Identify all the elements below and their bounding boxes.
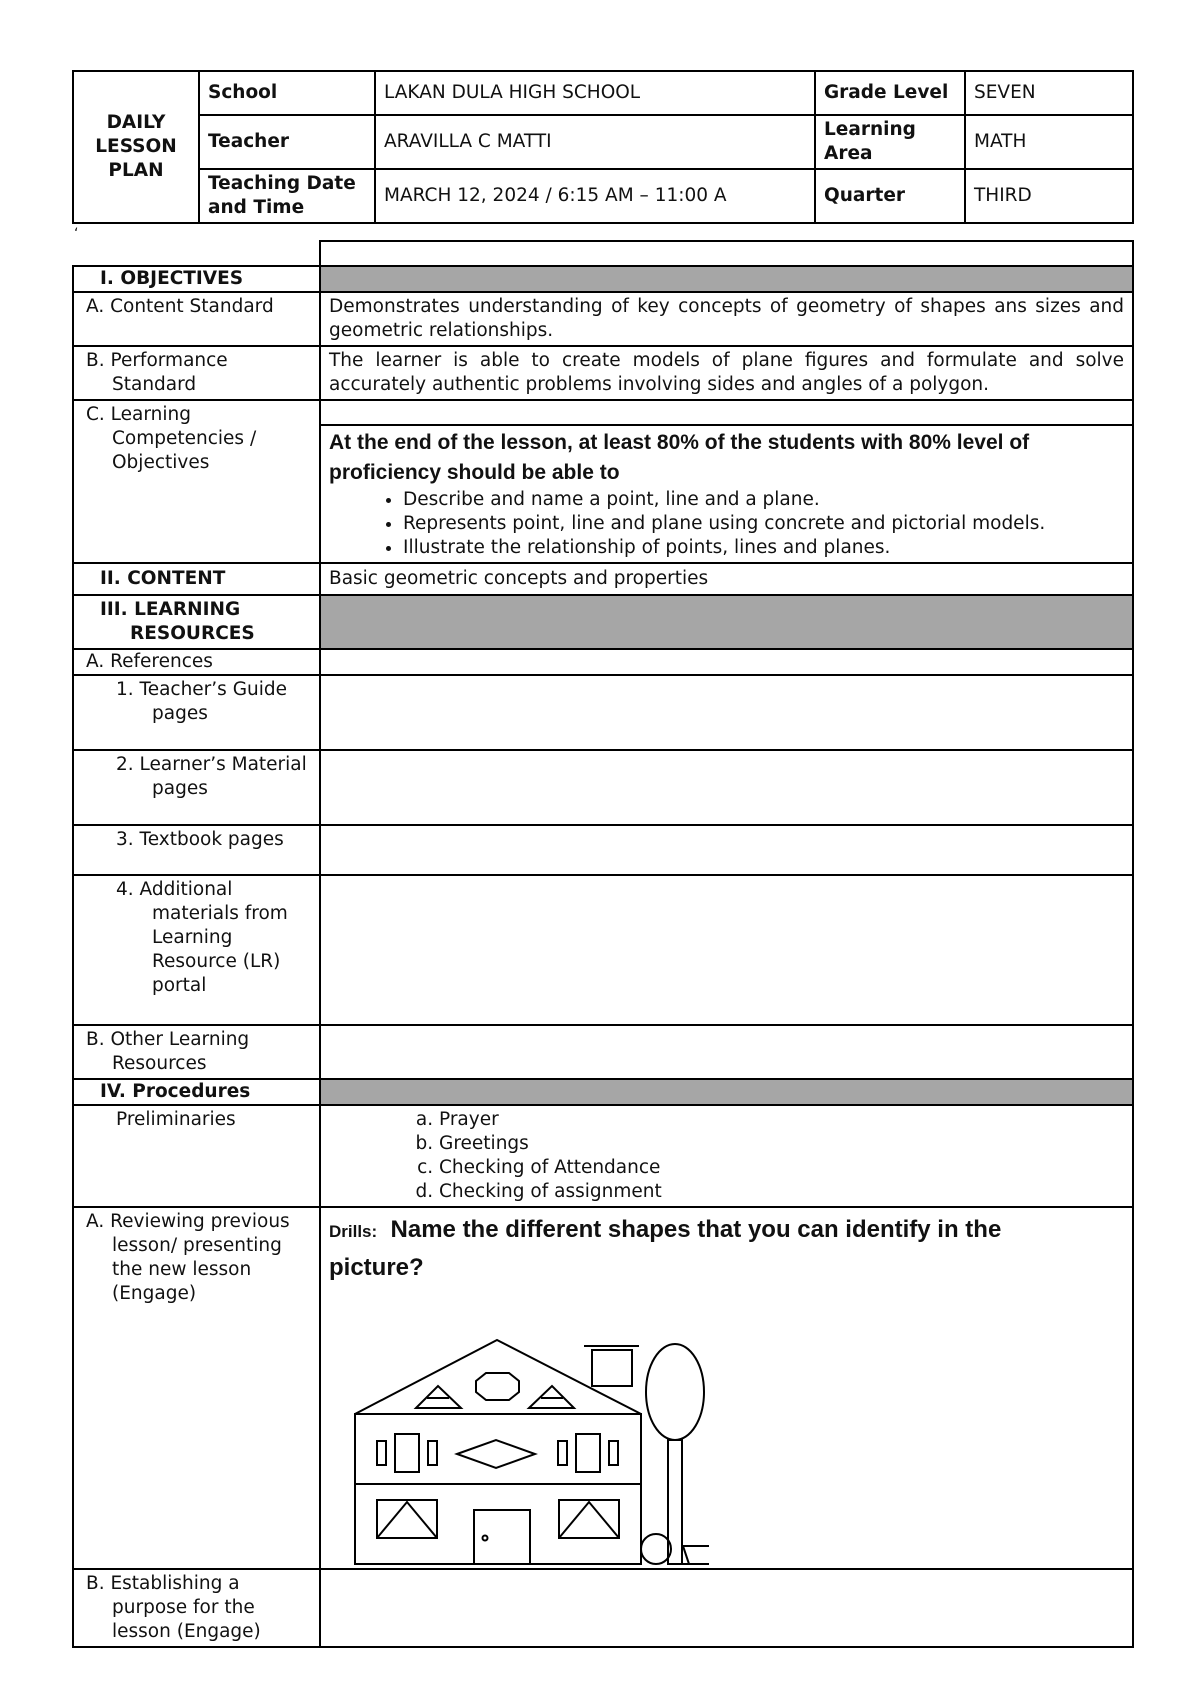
preliminary-item: a. Prayer [439, 1108, 1124, 1132]
area-value: MATH [965, 115, 1133, 169]
date-value: MARCH 12, 2024 / 6:15 AM – 11:00 A [375, 169, 815, 223]
preliminary-item: d. Checking of assignment [439, 1180, 1124, 1204]
header-table [72, 70, 1134, 224]
references-label: A. References [73, 649, 320, 675]
reference-item: 3. Textbook pages [73, 825, 320, 875]
performance-standard-label: B. Performance Standard [73, 346, 320, 400]
drills-label: Drills: [329, 1222, 378, 1241]
content-standard-text: Demonstrates understanding of key concepts of geometry of shapes ans sizes and geometric relationships. [320, 292, 1133, 346]
diamond-window [457, 1440, 535, 1468]
establishing-value [320, 1569, 1133, 1647]
chimney [592, 1350, 632, 1386]
competencies-list [329, 488, 1124, 560]
other-resources-label: B. Other Learning Resources [73, 1025, 320, 1079]
performance-standard-text: The learner is able to create models of plane figures and formulate and solve accurately authentic problems involving sides and angles of a polygon. [320, 346, 1133, 400]
grade-label: Grade Level [815, 71, 965, 115]
preliminary-item: b. Greetings [439, 1132, 1124, 1156]
establishing-label: B. Establishing a purpose for the lesson (Engage) [73, 1569, 320, 1647]
area-label: Learning Area [815, 115, 965, 169]
other-resources-value [320, 1025, 1133, 1079]
content-heading: II. CONTENT [73, 563, 320, 595]
grade-value: SEVEN [965, 71, 1133, 115]
blank-row [73, 241, 1133, 266]
objectives-gray-cell [320, 266, 1133, 292]
content-standard-label: A. Content Standard [73, 292, 320, 346]
objectives-heading: I. OBJECTIVES [73, 266, 320, 292]
reference-value [320, 875, 1133, 1025]
resources-gray-cell [320, 595, 1133, 649]
quarter-label: Quarter [815, 169, 965, 223]
date-label: Teaching Date and Time [199, 169, 375, 223]
reference-item: 4. Additional materials from Learning Resource (LR) portal [73, 875, 320, 1025]
school-label: School [199, 71, 375, 115]
competency-item: • Represents point, line and plane using concrete and pictorial models. [403, 512, 1124, 536]
house-picture [349, 1316, 749, 1566]
tree-top [646, 1344, 704, 1440]
competencies-intro: At the end of the lesson, at least 80% of the students with 80% level of proficiency should be able to [329, 431, 1030, 484]
teacher-label: Teacher [199, 115, 375, 169]
reference-item: 2. Learner’s Material pages [73, 750, 320, 825]
school-value: LAKAN DULA HIGH SCHOOL [375, 71, 815, 115]
reference-value [320, 675, 1133, 750]
octagon-window [476, 1373, 519, 1400]
drills-cell [320, 1207, 1133, 1569]
stray-mark: ‘ [74, 226, 79, 242]
preliminaries-label: Preliminaries [73, 1105, 320, 1207]
drills-question: Name the different shapes that you can identify in the picture? [329, 1216, 1002, 1281]
procedures-gray-cell [320, 1079, 1133, 1105]
teacher-value: ARAVILLA C MATTI [375, 115, 815, 169]
ball [641, 1534, 671, 1564]
house-body [355, 1414, 641, 1564]
procedures-heading: IV. Procedures [73, 1079, 320, 1105]
reference-value [320, 750, 1133, 825]
plan-title: DAILY LESSON PLAN [73, 71, 199, 223]
reviewing-label: A. Reviewing previous lesson/ presenting the new lesson (Engage) [73, 1207, 320, 1569]
competency-item: • Illustrate the relationship of points, lines and planes. [403, 536, 1124, 560]
competencies-cell [320, 425, 1133, 563]
competencies-label: C. Learning Competencies / Objectives [73, 400, 320, 563]
resources-heading: III. LEARNING RESOURCES [73, 595, 320, 649]
references-value [320, 649, 1133, 675]
competencies-blank-cell [320, 400, 1133, 425]
preliminaries-cell [320, 1105, 1133, 1207]
competency-item: • Describe and name a point, line and a plane. [403, 488, 1124, 512]
preliminary-item: c. Checking of Attendance [439, 1156, 1124, 1180]
reference-value [320, 825, 1133, 875]
lesson-table [72, 240, 1134, 1648]
drills-heading [329, 1212, 1124, 1286]
preliminaries-list [329, 1108, 1124, 1204]
quarter-value: THIRD [965, 169, 1133, 223]
reference-item: 1. Teacher’s Guide pages [73, 675, 320, 750]
content-value: Basic geometric concepts and properties [320, 563, 1133, 595]
